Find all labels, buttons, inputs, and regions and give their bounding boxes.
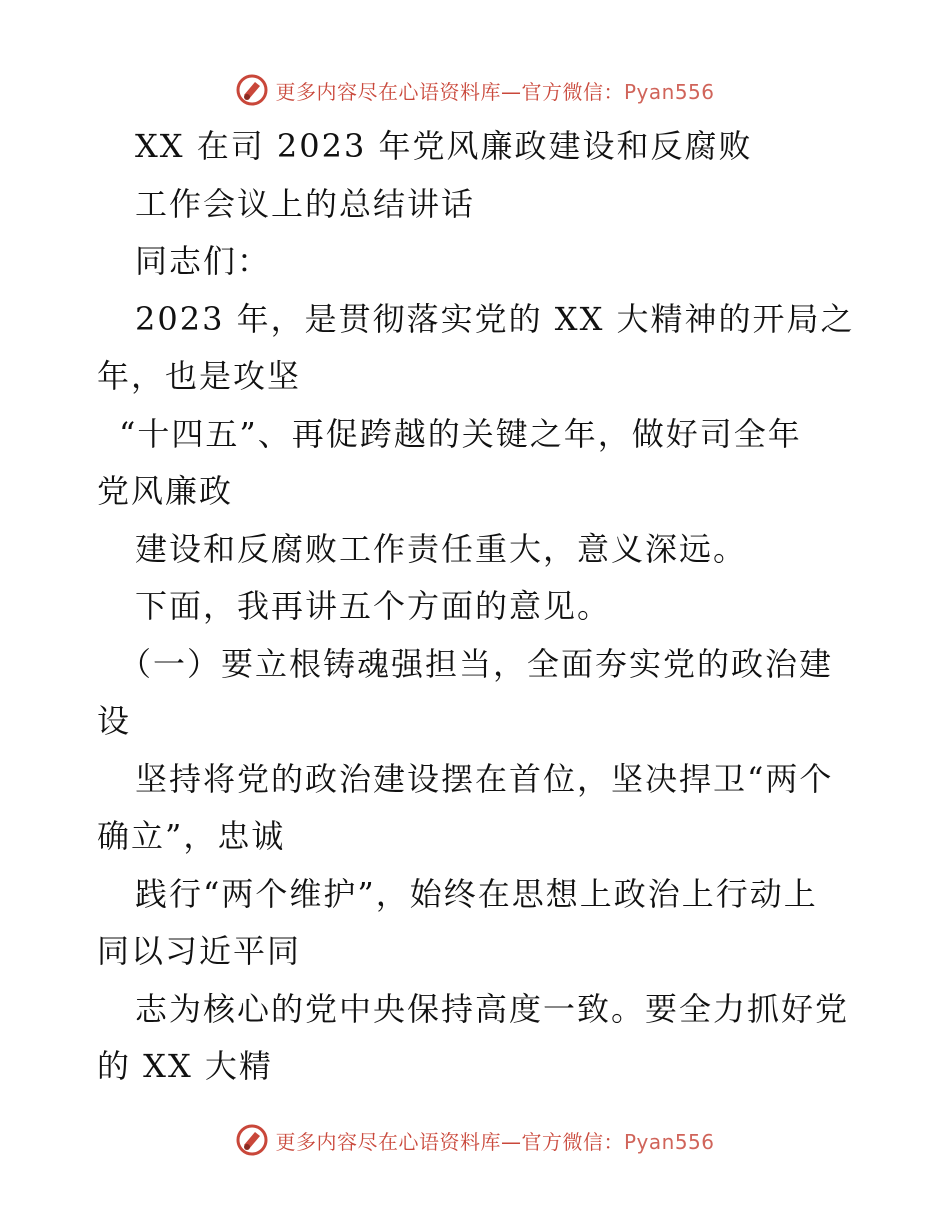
doc-title-line-2: 工作会议上的总结讲话 [135, 184, 476, 223]
doc-line: 建设和反腐败工作责任重大，意义深远。 [135, 529, 748, 568]
doc-line: 同以习近平同 [97, 932, 302, 970]
doc-line: “十四五”、再促跨越的关键之年，做好司全年 [119, 414, 802, 453]
doc-title-line-1: XX 在司 2023 年党风廉政建设和反腐败 [135, 127, 753, 165]
document-body [97, 118, 857, 1096]
doc-line: 设 [97, 702, 132, 740]
doc-line: 践行“两个维护”，始终在思想上政治上行动上 [135, 874, 818, 913]
doc-line: 确立”，忠诚 [97, 817, 286, 855]
doc-line: 下面，我再讲五个方面的意见。 [135, 587, 612, 625]
logo-icon [235, 73, 269, 107]
banner-text: 更多内容尽在心语资料库—官方微信：Pyan556 [275, 79, 715, 104]
banner-text: 更多内容尽在心语资料库—官方微信：Pyan556 [275, 1129, 715, 1154]
doc-line: （一）要立根铸魂强担当，全面夯实党的政治建 [119, 644, 834, 683]
watermark-banner-bottom [0, 1120, 950, 1160]
doc-line: 的 XX 大精 [97, 1047, 273, 1085]
doc-line: 志为核心的党中央保持高度一致。要全力抓好党 [135, 989, 850, 1028]
doc-line: 党风廉政 [97, 472, 234, 510]
watermark-banner-top [0, 70, 950, 110]
doc-line: 2023 年，是贯彻落实党的 XX 大精神的开局之 [135, 299, 855, 338]
doc-line: 同志们： [135, 242, 272, 280]
doc-line: 坚持将党的政治建设摆在首位，坚决捍卫“两个 [135, 759, 834, 798]
logo-icon [235, 1123, 269, 1157]
doc-line: 年，也是攻坚 [97, 357, 302, 395]
